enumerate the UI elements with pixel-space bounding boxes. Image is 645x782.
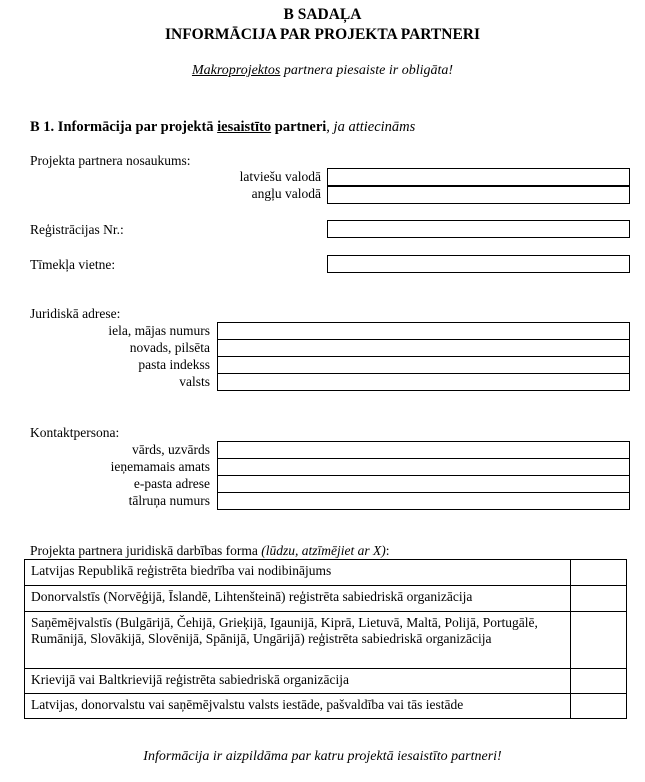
table-row	[25, 694, 627, 719]
legal-form-colon: :	[385, 543, 390, 558]
option-text: Krievijā vai Baltkrievijā reģistrēta sabiedriskā organizācija	[25, 669, 571, 694]
contact-label: Kontaktpersona:	[30, 425, 120, 440]
name-lv-field[interactable]	[327, 168, 630, 186]
table-row	[25, 669, 627, 694]
contact-name-field[interactable]	[217, 441, 630, 459]
contact-position-field[interactable]	[217, 458, 630, 476]
option-text: Latvijas Republikā reģistrēta biedrība vai nodibinājums	[25, 560, 571, 586]
contact-email-label: e-pasta adrese	[133, 476, 210, 491]
street-field[interactable]	[217, 322, 630, 340]
section-title: B SADAĻA	[283, 6, 362, 23]
postcode-label: pasta indekss	[138, 357, 210, 372]
option-mark-cell[interactable]	[571, 694, 627, 719]
legal-form-table	[24, 559, 627, 719]
postcode-field[interactable]	[217, 356, 630, 374]
contact-position-label: ieņemamais amats	[110, 459, 210, 474]
option-mark-cell[interactable]	[571, 612, 627, 669]
name-en-label: angļu valodā	[251, 186, 321, 201]
name-en-field[interactable]	[327, 186, 630, 204]
table-row	[25, 612, 627, 669]
subtitle	[0, 63, 645, 79]
contact-phone-label: tālruņa numurs	[128, 493, 210, 508]
table-row	[25, 586, 627, 612]
country-label: valsts	[179, 374, 210, 389]
page-title: INFORMĀCIJA PAR PROJEKTA PARTNERI	[164, 26, 481, 43]
footer-note: Informācija ir aizpildāma par katru projektā iesaistīto partneri!	[143, 749, 502, 764]
name-lv-label: latviešu valodā	[239, 169, 321, 184]
legal-form-text: Projekta partnera juridiskā darbības forma	[30, 543, 262, 558]
option-mark-cell[interactable]	[571, 560, 627, 586]
registration-label: Reģistrācijas Nr.:	[30, 222, 124, 237]
legal-form-hint: (lūdzu, atzīmējiet ar X)	[261, 543, 386, 558]
website-label: Tīmekļa vietne:	[30, 257, 116, 272]
contact-phone-field[interactable]	[217, 492, 630, 510]
street-label: iela, mājas numurs	[108, 323, 210, 338]
registration-field[interactable]	[327, 220, 630, 238]
option-text: Saņēmējvalstīs (Bulgārijā, Čehijā, Grieķijā, Igaunijā, Kiprā, Lietuvā, Maltā, Polijā, Portugālē, Rumānijā, Slovākijā, Slovēnijā, Spānijā, Ungārijā) reģistrēta sabiedriskā organizācija	[25, 612, 571, 669]
legal-form-label	[30, 543, 390, 559]
subtitle-emphasis: Makroprojektos	[191, 63, 281, 78]
option-text: Donorvalstīs (Norvēģijā, Īslandē, Lihtenšteinā) reģistrēta sabiedriskā organizācija	[25, 586, 571, 612]
contact-name-label: vārds, uzvārds	[132, 442, 210, 457]
contact-email-field[interactable]	[217, 475, 630, 493]
county-label: novads, pilsēta	[129, 340, 210, 355]
address-label: Juridiskā adrese:	[30, 306, 121, 321]
b1-italic: , ja attiecināms	[326, 119, 416, 135]
b1-prefix: B 1. Informācija par projektā	[30, 119, 218, 135]
website-field[interactable]	[327, 255, 630, 273]
option-mark-cell[interactable]	[571, 586, 627, 612]
county-field[interactable]	[217, 339, 630, 357]
b1-underlined: iesaistīto	[217, 119, 272, 135]
table-row	[25, 560, 627, 586]
subtitle-rest: partnera piesaiste ir obligāta!	[280, 63, 454, 78]
b1-suffix: partneri	[271, 119, 327, 135]
option-text: Latvijas, donorvalstu vai saņēmējvalstu valsts iestāde, pašvaldība vai tās iestāde	[25, 694, 571, 719]
country-field[interactable]	[217, 373, 630, 391]
b1-heading	[30, 119, 415, 136]
partner-name-label: Projekta partnera nosaukums:	[30, 153, 191, 168]
option-mark-cell[interactable]	[571, 669, 627, 694]
